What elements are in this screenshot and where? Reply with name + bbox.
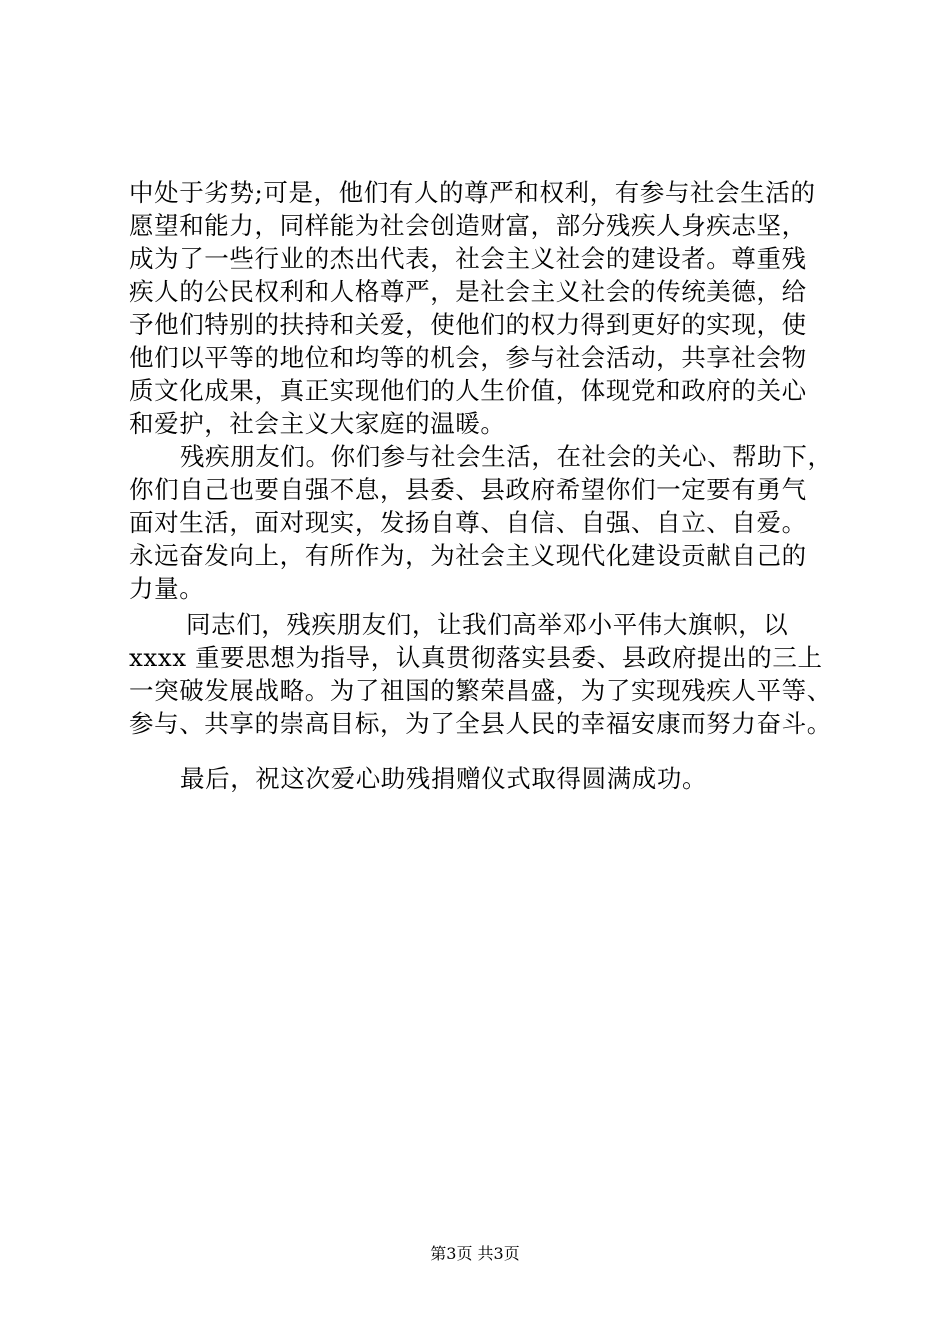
paragraph-line: 参与、共享的崇高目标，为了全县人民的幸福安康而努力奋斗。 — [129, 709, 832, 738]
paragraph-line: 他们以平等的地位和均等的机会，参与社会活动，共享社会物 — [129, 343, 807, 372]
paragraph-line: 永远奋发向上，有所作为，为社会主义现代化建设贡献自己的 — [129, 541, 807, 570]
paragraph-line: 一突破发展战略。为了祖国的繁荣昌盛，为了实现残疾人平等、 — [129, 676, 832, 705]
paragraph-line: 中处于劣势;可是，他们有人的尊严和权利，有参与社会生活的 — [129, 178, 816, 207]
paragraph-line: 愿望和能力，同样能为社会创造财富，部分残疾人身疾志坚， — [129, 211, 807, 240]
closing-line: 最后，祝这次爱心助残捐赠仪式取得圆满成功。 — [180, 764, 708, 793]
paragraph-line: 成为了一些行业的杰出代表，社会主义社会的建设者。尊重残 — [129, 244, 807, 273]
paragraph-line: 残疾朋友们。你们参与社会生活，在社会的关心、帮助下， — [180, 442, 833, 471]
paragraph-line: 同志们，残疾朋友们，让我们高举邓小平伟大旗帜，以 — [186, 610, 789, 639]
paragraph-line: 和爱护，社会主义大家庭的温暖。 — [129, 409, 506, 438]
paragraph-line: 面对生活，面对现实，发扬自尊、自信、自强、自立、自爱。 — [129, 508, 807, 537]
paragraph-line: 予他们特别的扶持和关爱，使他们的权力得到更好的实现，使 — [129, 310, 807, 339]
paragraph-line: 力量。 — [129, 574, 205, 603]
paragraph-line: 质文化成果，真正实现他们的人生价值，体现党和政府的关心 — [129, 376, 807, 405]
paragraph-line: xxxx 重要思想为指导，认真贯彻落实县委、县政府提出的三上 — [129, 643, 823, 672]
page-number: 第3页 共3页 — [430, 1244, 520, 1263]
paragraph-line: 疾人的公民权利和人格尊严，是社会主义社会的传统美德，给 — [129, 277, 807, 306]
paragraph-line: 你们自己也要自强不息，县委、县政府希望你们一定要有勇气 — [129, 475, 807, 504]
